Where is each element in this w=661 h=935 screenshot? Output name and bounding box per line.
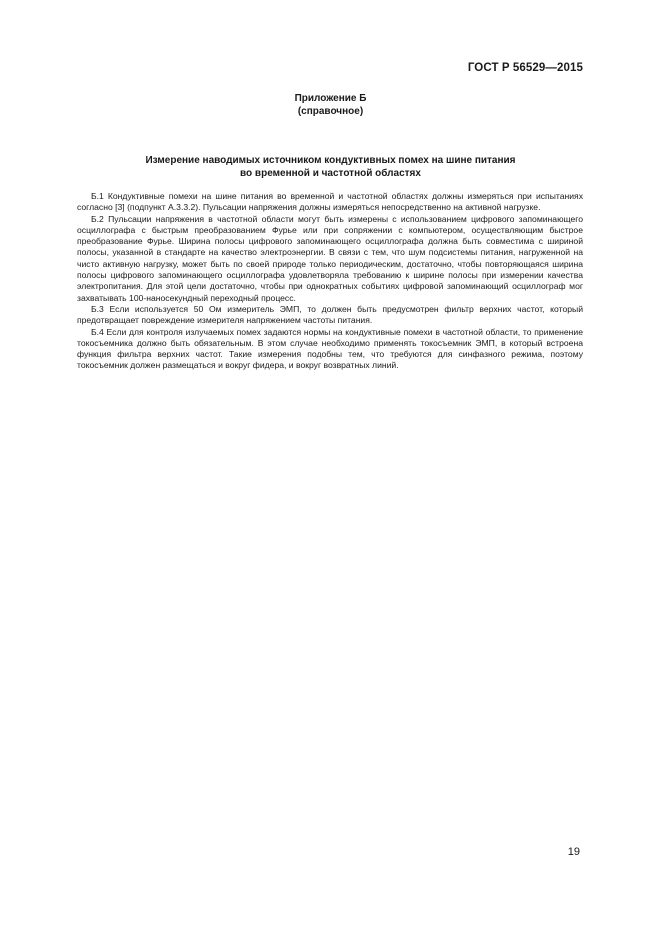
annex-type: (справочное) [297, 106, 364, 117]
paragraph-b4: Б.4 Если для контроля излучаемых помех задаются нормы на кондуктивные помехи в частотной области, то применение токосъемника должно быть обязательным. В этом случае необходимо применять токосъемник ЭМП, в который встроена функция фильтра верхних частот. Такие измерения подобны тем, что требуются для синфазного режима, поэтому токосъемник должен размещаться и вокруг фидера, и вокруг возвратных линий. [77, 326, 583, 371]
page-number: 19 [567, 846, 580, 858]
body-text [77, 191, 583, 372]
section-title [0, 154, 661, 180]
section-title-line-2: во временной и частотной областях [240, 168, 421, 179]
paragraph-b3: Б.3 Если используется 50 Ом измеритель ЭМП, то должен быть предусмотрен фильтр верхних частот, который предотвращает повреждение измерителя напряжением частоты питания. [77, 303, 583, 326]
standard-code: ГОСТ Р 56529—2015 [467, 62, 583, 74]
paragraph-b2: Б.2 Пульсации напряжения в частотной области могут быть измерены с использованием цифрового запоминающего осциллографа с быстрым преобразованием Фурье или при сопряжении с компьютером, осуществляющим быстрое преобразование Фурье. Ширина полосы цифрового запоминающего осциллографа должна быть совместима с шириной полосы, указанной в стандарте на качество электроэнергии. В связи с тем, что шум подсистемы питания, нагруженной на чисто активную нагрузку, может быть по своей природе только периодическим, достаточно, чтобы повторяющаяся ширина полосы цифрового запоминающего осциллографа удовлетворяла требованию к ширине полосы при измерении качества электропитания. Для этой цели достаточно, чтобы при однократных событиях цифровой запоминающий осциллограф мог захватывать 100-наносекундный переходный процесс. [77, 213, 583, 303]
annex-heading [0, 92, 661, 118]
annex-title: Приложение Б [294, 93, 367, 104]
paragraph-b1: Б.1 Кондуктивные помехи на шине питания во временной и частотной областях должны измеряться при испытаниях согласно [3] (подпункт А.3.3.2). Пульсации напряжения должны измеряться непосредственно на активной нагрузке. [77, 191, 583, 213]
section-title-line-1: Измерение наводимых источником кондуктивных помех на шине питания [145, 155, 516, 166]
